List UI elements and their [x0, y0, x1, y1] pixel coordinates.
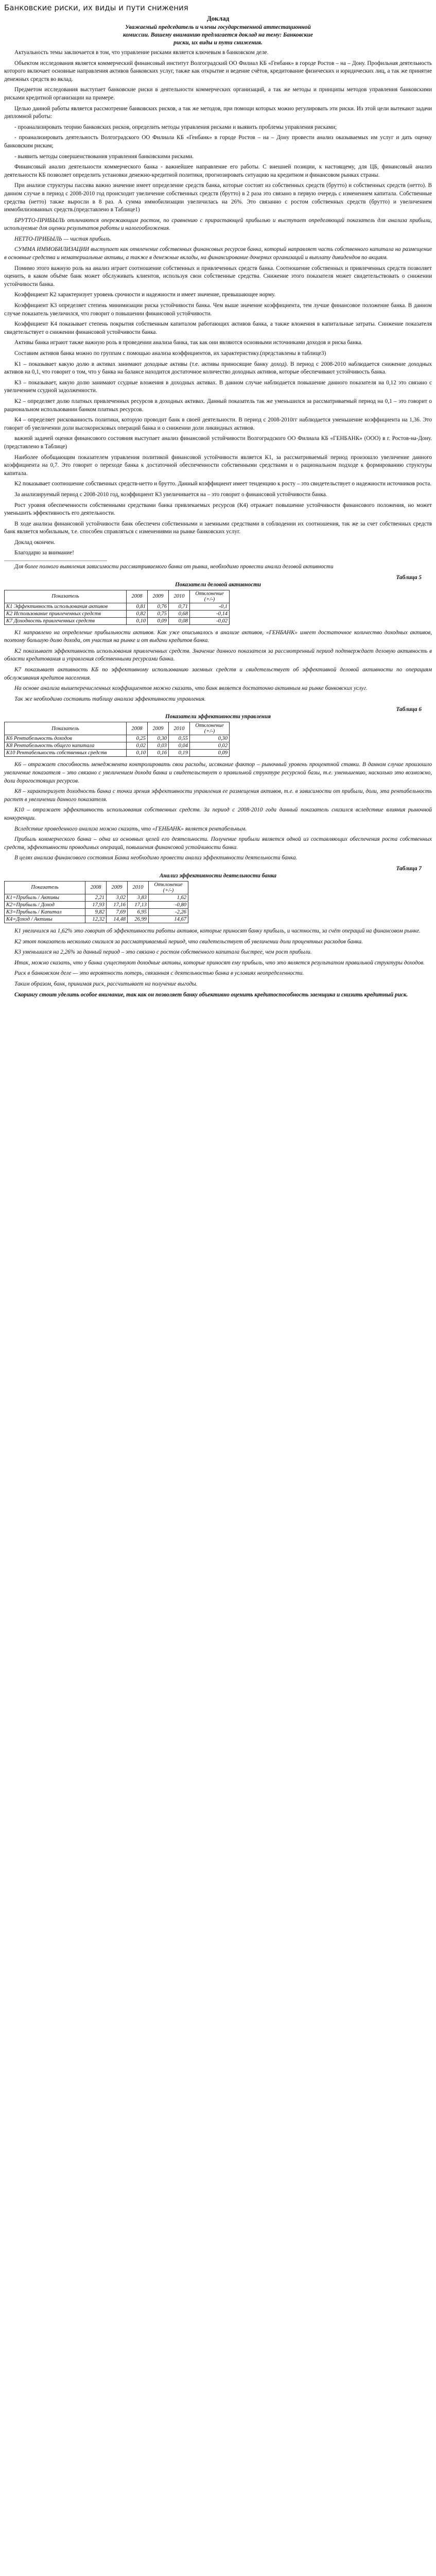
table-cell: 0,10 [127, 750, 148, 757]
table-cell: -0,14 [190, 610, 230, 617]
paragraph: К2 этот показатель несколько снизился за рассматриваемый период, что свидетельствует об увеличении доли процентных расходов банка. [14, 938, 363, 945]
paragraph: Наиболее обобщающим показателем управления политикой финансовой устойчивости является К1, за рассматриваемый период произошло увеличение данного коэффициента на 0,7. Это говорит о переходе банка к достаточной обеспеченности собственными средствами и о рациональном подходе к формированию структуры капитала. [4, 454, 432, 477]
paragraph: К3 уменьшился на 2,26% за данный период – это связано с ростом собственного капитала быстрее, чем рост прибыли. [14, 949, 312, 956]
table-cell: 9,82 [85, 908, 107, 916]
table-cell: 0,09 [148, 617, 169, 624]
table-cell: К4=Доход / Активы [5, 916, 85, 923]
paragraph: Объектом исследования является коммерческий финансовый институт Волгоградский ОО Филиал КБ «Генбанк» в городе Ростов – на – Дону. Профильная деятельность которого включает основные направления активов банковских услуг, также как открытие и ведение счётов, кредитование физических и юридических лиц, а так же принятие денежных средств во вклад. [4, 60, 432, 82]
paragraph: Составим активов банка можно по группам с помощью анализа коэффициентов, их характеристику.(представлены в таблице3) [14, 350, 326, 357]
paragraph: Коэффициент К3 определяет степень минимизации риска устойчивости банка. Чем выше значение коэффициента, тем лучше финансовое положение банка. В данном случае показатель увеличился, что говорит о повышении финансовой устойчивости. [4, 302, 432, 317]
table7-label: Таблица 7 [396, 865, 422, 872]
body-section [4, 163, 432, 557]
table-cell: 0,16 [148, 750, 169, 757]
paragraph: При анализе структуры пассива важно значение имеет определение средств банка, которые состоят из собственных средств (брутто) и собственных средств (нетто). В данном случае в период с 2008-2010 год происходит увеличение собственных средств (брутто) в 2 раза это связано в первую очередь с изменением капитала. Собственные средства (нетто) также выросли в 8 раз. А сумма иммобилизации увеличилась на 26%. Это связанно с ростом собственных средств (брутто) и увеличением иммобилизованных средств.(представлено в Таблице1) [4, 182, 432, 213]
table5-caption: Показатели деловой активности [175, 581, 261, 588]
table-header-row [5, 590, 230, 603]
report-heading: Доклад [206, 14, 230, 22]
paragraph: В целях анализа финансового состояния Банка необходимо провести анализ эффективности деятельности банка. [14, 855, 298, 861]
table-header: 2008 [85, 881, 107, 894]
paragraph: важной задачей оценки финансового состояния выступает анализ финансовой устойчивости Волгоградского ОО Филиала КБ «ГЕНБАНК» (ООО) в г. Ростов-на-Дону.(представлено в Таблице) [4, 435, 432, 450]
table-cell: 0,76 [148, 603, 169, 610]
paragraph: К4 – определяет рискованность политики, которую проводит банк в своей деятельности. В период с 2008-2010гг наблюдается уменьшение коэффициента на 1,36. Это говорит об увеличении доли высокорисковых операций банка и о снижении доли ликвидных активов. [4, 417, 432, 431]
table-cell: 14,48 [107, 916, 128, 923]
paragraph: Помимо этого важную роль на анализ играет соотношение собственных и привлеченных средств банка. Соотношение собственных и привлеченных средств позволяет оценить, в каком объёме банк может обслуживать клиентов, используя свои собственные средства. Снижение этого показателя может свидетельствовать о снижении устойчивости банка. [4, 265, 432, 287]
table-header: 2009 [107, 881, 128, 894]
table-header: Показатель [5, 590, 127, 603]
paragraph: За анализируемый период с 2008-2010 год, коэффициент К3 увеличивается на – это говорит о финансовой устойчивости банка. [14, 491, 327, 498]
document [0, 0, 436, 1008]
paragraph: К2 – определяет долю платных привлеченных ресурсов в доходных активах. Данный показатель так же уменьшился за рассматриваемый период на 0,1 – это говорит о рациональном использовании банком платных ресурсов. [4, 398, 432, 413]
table-header: Отклонение (+/-) [190, 722, 230, 735]
paragraph: Актуальность темы заключается в том, что управление рисками является ключевым в банковском деле. [14, 49, 269, 56]
paragraph: Так же необходимо составить таблицу анализа эффективности управления. [14, 696, 206, 702]
table-cell: -0,02 [190, 617, 230, 624]
table-row [5, 916, 188, 923]
table-cell: 0,08 [169, 617, 190, 624]
paragraph: - выявить методы совершенствования управления банковскими рисками. [14, 153, 194, 160]
paragraph: - проанализировать теорию банковских рисков, определить методы управления рисками и выявить проблемы управления рисками; [14, 124, 337, 130]
paragraph: К2 показывает соотношение собственных средств-нетто и брутто. Данный коэффициент имеет тенденцию к росту – это свидетельствует о надежности источников роста. [14, 481, 432, 487]
paragraph: Коэффициент К4 показывает степень покрытия собственным капиталом работающих активов банка, а также вложения в капитальные затраты. Снижение показателя свидетельствует о снижении финансовой устойчивости банка. [4, 321, 432, 335]
table-cell: 17,16 [107, 901, 128, 908]
paragraph: Предметом исследования выступает банковские риски в деятельности коммерческих организаций, а так же методы и принципы методов управления банковскими рисками кредитной организации на примере. [4, 87, 432, 101]
table6-caption: Показатели эффективности управления [165, 714, 271, 720]
table-cell: 12,32 [85, 916, 107, 923]
table-header: 2010 [169, 590, 190, 603]
table-cell: К2=Прибыль / Доход [5, 901, 85, 908]
table-cell: 0,82 [127, 610, 148, 617]
table-cell: К3=Прибыль / Капитал [5, 908, 85, 916]
paragraph: Финансовый анализ деятельности коммерческого банка - важнейшее направление его работы. С внешней позиции, к настоящему, для ЦБ, финансовый анализ деятельности КБ позволяет определить установки денежно-кредитной политики, прогнозировать ситуацию на кредитном и финансовом рынках страны. [4, 164, 432, 178]
table-cell: 2,21 [85, 894, 107, 901]
paragraph: Коэффициент К2 характеризует уровень срочности и надежности и имеет значение, превышающее норму. [14, 292, 276, 298]
table-header-row [5, 722, 230, 735]
table-row [5, 603, 230, 610]
table5-label: Таблица 5 [396, 574, 422, 581]
table-cell: -0,80 [149, 901, 188, 908]
address-block [4, 24, 432, 47]
table-cell: 7,69 [107, 908, 128, 916]
table-header: 2008 [127, 722, 148, 735]
table-cell: 0,03 [148, 742, 169, 750]
paragraph: Вследствие проведенного анализа можно сказать, что «ГЕНБАНК» является рентабельным. [14, 825, 247, 832]
table6-label: Таблица 6 [396, 706, 422, 713]
table-cell: 6,95 [128, 908, 149, 916]
table-header: Отклонение (+/-) [149, 881, 188, 894]
table-cell: -2,26 [149, 908, 188, 916]
table-cell: 0,30 [190, 735, 230, 742]
table-cell: 0,68 [169, 610, 190, 617]
table-cell: 0,71 [169, 603, 190, 610]
paragraph: К1 направлено на определение прибыльности активов. Как уже описывалось в анализе активов, «ГЕНБАНК» имеет достаточное количество доходных активов, поэтому большую долю дохода, от участия на рынке и от выдачи кредитов банка. [4, 629, 432, 644]
paragraph: К3 – показывает, какую долю занимают ссудные вложения в доходных активах. В данном случае наблюдается повышение данного показателя на 0,12 это связано с увеличением ссудной задолженности. [4, 379, 432, 394]
paragraph: К8 – характеризует доходность банка с точки зрения эффективности управления ее размещения активов, т.е. в зависимости от прибыли, доли, эта рентабельность растет в увеличении данного показателя. [4, 788, 432, 803]
paragraph: Прибыль коммерческого банка – одна из основных целей его деятельности. Получение прибыли является одной из составляющих обеспечения роста собственных средств, эффективности проводимых операций, повышения финансовой устойчивости банка. [4, 836, 432, 851]
page-title: Банковские риски, их виды и пути снижения [4, 3, 188, 12]
paragraph: Итак, можно сказать, что у банка существуют доходные активы, которые приносят ему прибыль, что это является результатом правильной структуры доходов. [14, 959, 425, 966]
table-cell: 0,09 [190, 750, 230, 757]
paragraph: БРУТТО-ПРИБЫЛЬ отличаются опережающим ростом, по сравнению с прирастающей прибылью и выступает определяющий показатель для анализа прибыли, используемые для оценки результатов работы и налогообложения. [4, 217, 432, 232]
paragraph: Рост уровня обеспеченности собственными средствами банка привлекаемых ресурсов (К4) отражает повышение устойчивости финансового положения, но может уменьшить эффективность его деятельности. [4, 502, 432, 517]
table-header: 2010 [169, 722, 190, 735]
table-cell: 0,10 [127, 617, 148, 624]
table-cell: 17,93 [85, 901, 107, 908]
table-cell: 0,55 [169, 735, 190, 742]
table-cell: 26,99 [128, 916, 149, 923]
table-row [5, 610, 230, 617]
paragraph: К10 – отражает эффективность использования собственных средств. За период с 2008-2010 года данный показатель снизился вследствие влияния рыночной конкуренции. [4, 807, 432, 821]
table-cell: -0,1 [190, 603, 230, 610]
table-cell: 17,13 [128, 901, 149, 908]
table-cell: К10 Рентабельность собственных средств [5, 750, 127, 757]
paragraph: - проанализировать деятельность Волгоградского ОО Филиала КБ «Генбанк» в городе Ростов – на – Дону провести анализ оказываемых им услуг и дать оценку банковским рискам; [4, 134, 432, 149]
table-header: Показатель [5, 722, 127, 735]
table-cell: 0,04 [169, 742, 190, 750]
table-cell: К2 Использование привлеченных средств [5, 610, 127, 617]
after-table7-section [4, 927, 432, 999]
table-header: Отклонение (+/-) [190, 590, 230, 603]
table-cell: 0,02 [127, 742, 148, 750]
table-row [5, 617, 230, 624]
table-cell: 0,30 [148, 735, 169, 742]
table-row [5, 742, 230, 750]
address-line: риски, их виды и пути снижения. [173, 40, 263, 46]
table-cell: 0,25 [127, 735, 148, 742]
after-table6-section [4, 761, 432, 862]
address-line: Уважаемый председатель и члены государственной аттестационной [125, 24, 311, 30]
paragraph: СУММА ИММОБИЛИЗАЦИИ выступает как отвлечение собственных финансовых ресурсов банка, который направляет часть собственного капитала на размещение в основные средства и нематериальные активы, а также в денежные вклады, на финансирование дочерних организаций и выплату дивидендов по акциям. [4, 246, 432, 261]
table-cell: К8 Рентабельность общего капитала [5, 742, 127, 750]
paragraph: К1 увеличился на 1,62% это говорит об эффективности работы активов, которые приносят банку прибыль, и частности, за счёт операций на финансовом рынке. [14, 927, 421, 934]
paragraph: К1 – показывает какую долю в активах занимают доходные активы (т.е. активы приносящие банку доход). В период с 2008-2010 наблюдается снижение доходных активов на 0,1, что говорит о том, что у банка на балансе находится достаточное количество доходных активов, которые обеспечивают устойчивость банка. [4, 361, 432, 376]
paragraph: Риск в банковском деле — это вероятность потерь, связанная с деятельностью банка в условиях неопределенности. [14, 970, 304, 977]
table-cell: К1=Прибыль / Активы [5, 894, 85, 901]
table7 [4, 881, 188, 923]
table-cell: 1,62 [149, 894, 188, 901]
table-cell: 0,81 [127, 603, 148, 610]
paragraph: Благодарю за внимание! [14, 550, 74, 556]
paragraph: К7 показывает активность КБ по эффективному использованию заемных средств и свидетельствует об эффективной деловой активности по операциям обслуживания кредитов населения. [4, 667, 432, 681]
table-header: 2009 [148, 590, 169, 603]
footnote-intro: Для более полного выявления зависимости рассматриваемого банка от рынка, необходимо провести анализ деловой активности [14, 564, 334, 570]
paragraph: К2 показывает эффективность использования привлеченных средств. Значение данного показателя за рассмотренный период подтверждает деловую активность в области кредитования и управления собственными ресурсами банка. [4, 648, 432, 663]
table-header: Показатель [5, 881, 85, 894]
after-table5-section [4, 629, 432, 704]
table-cell: К6 Рентабельность доходов [5, 735, 127, 742]
table-row [5, 735, 230, 742]
paragraph: Таким образом, банк, принимая риск, рассчитывает на получение выгоды. [14, 980, 198, 987]
paragraph: Целью данной работы является рассмотрение банковских рисков, а так же методов, при помощи которых можно регулировать эти риски. Из этой цели вытекают задачи дипломной работы: [4, 105, 432, 120]
table-cell: К1 Эффективность использования активов [5, 603, 127, 610]
table-header-row [5, 881, 188, 894]
table7-caption: Анализ эффективности деятельности банка [159, 872, 277, 879]
paragraph: НЕТТО-ПРИБЫЛЬ — чистая прибыль. [14, 235, 112, 242]
paragraph: К6 – отражает способность менеджмента контролировать свои расходы, иссякание фактор – рыночный уровень процентной ставки. В данном случае произошло увеличение показателя – это связано с увеличением дохода банка и свидетельствует о правильной структуре ресурсной базы, т.е. уменьшению, насколько это возможно, доли дорогостоящих ресурсов. [4, 761, 432, 784]
paragraph: Доклад окончен. [14, 539, 56, 546]
table6 [4, 722, 230, 757]
table-cell: К7 Доходность привлеченных средств [5, 617, 127, 624]
table-row [5, 894, 188, 901]
table-cell: 3,83 [128, 894, 149, 901]
table-header: 2009 [148, 722, 169, 735]
table-row [5, 750, 230, 757]
paragraph: В ходе анализа финансовой устойчивости банк обеспечен собственными и заемными средствами в соблюдении их соотношения, так же за счет собственных средств банк является мобильным, т.е. способен справляться с изменениями на рынке банковских услуг. [4, 520, 432, 535]
table-cell: 0,02 [190, 742, 230, 750]
table-cell: 0,19 [169, 750, 190, 757]
table-header: 2010 [128, 881, 149, 894]
table-row [5, 908, 188, 916]
table-cell: 14,67 [149, 916, 188, 923]
table-cell: 0,75 [148, 610, 169, 617]
table-header: 2008 [127, 590, 148, 603]
paragraph: Скорингу стоит уделить особое внимание, так как он позволяет банку объективно оценить кредитоспособность заемщика и снизить кредитный риск. [14, 991, 408, 998]
paragraph: На основе анализа вышеперечисленных коэффициентов можно сказать, что банк является достаточно активным на рынке банковских услуг. [14, 685, 368, 692]
table5 [4, 590, 230, 625]
paragraph: Активы банка играют также важную роль в проведении анализа банка, так как они являются основными источниками доходов и риска банка. [14, 340, 363, 346]
address-line: комиссии. Вашему вниманию предлагается доклад на тему: Банковские [123, 32, 313, 38]
intro-section [4, 49, 432, 161]
table-cell: 3,02 [107, 894, 128, 901]
table-row [5, 901, 188, 908]
